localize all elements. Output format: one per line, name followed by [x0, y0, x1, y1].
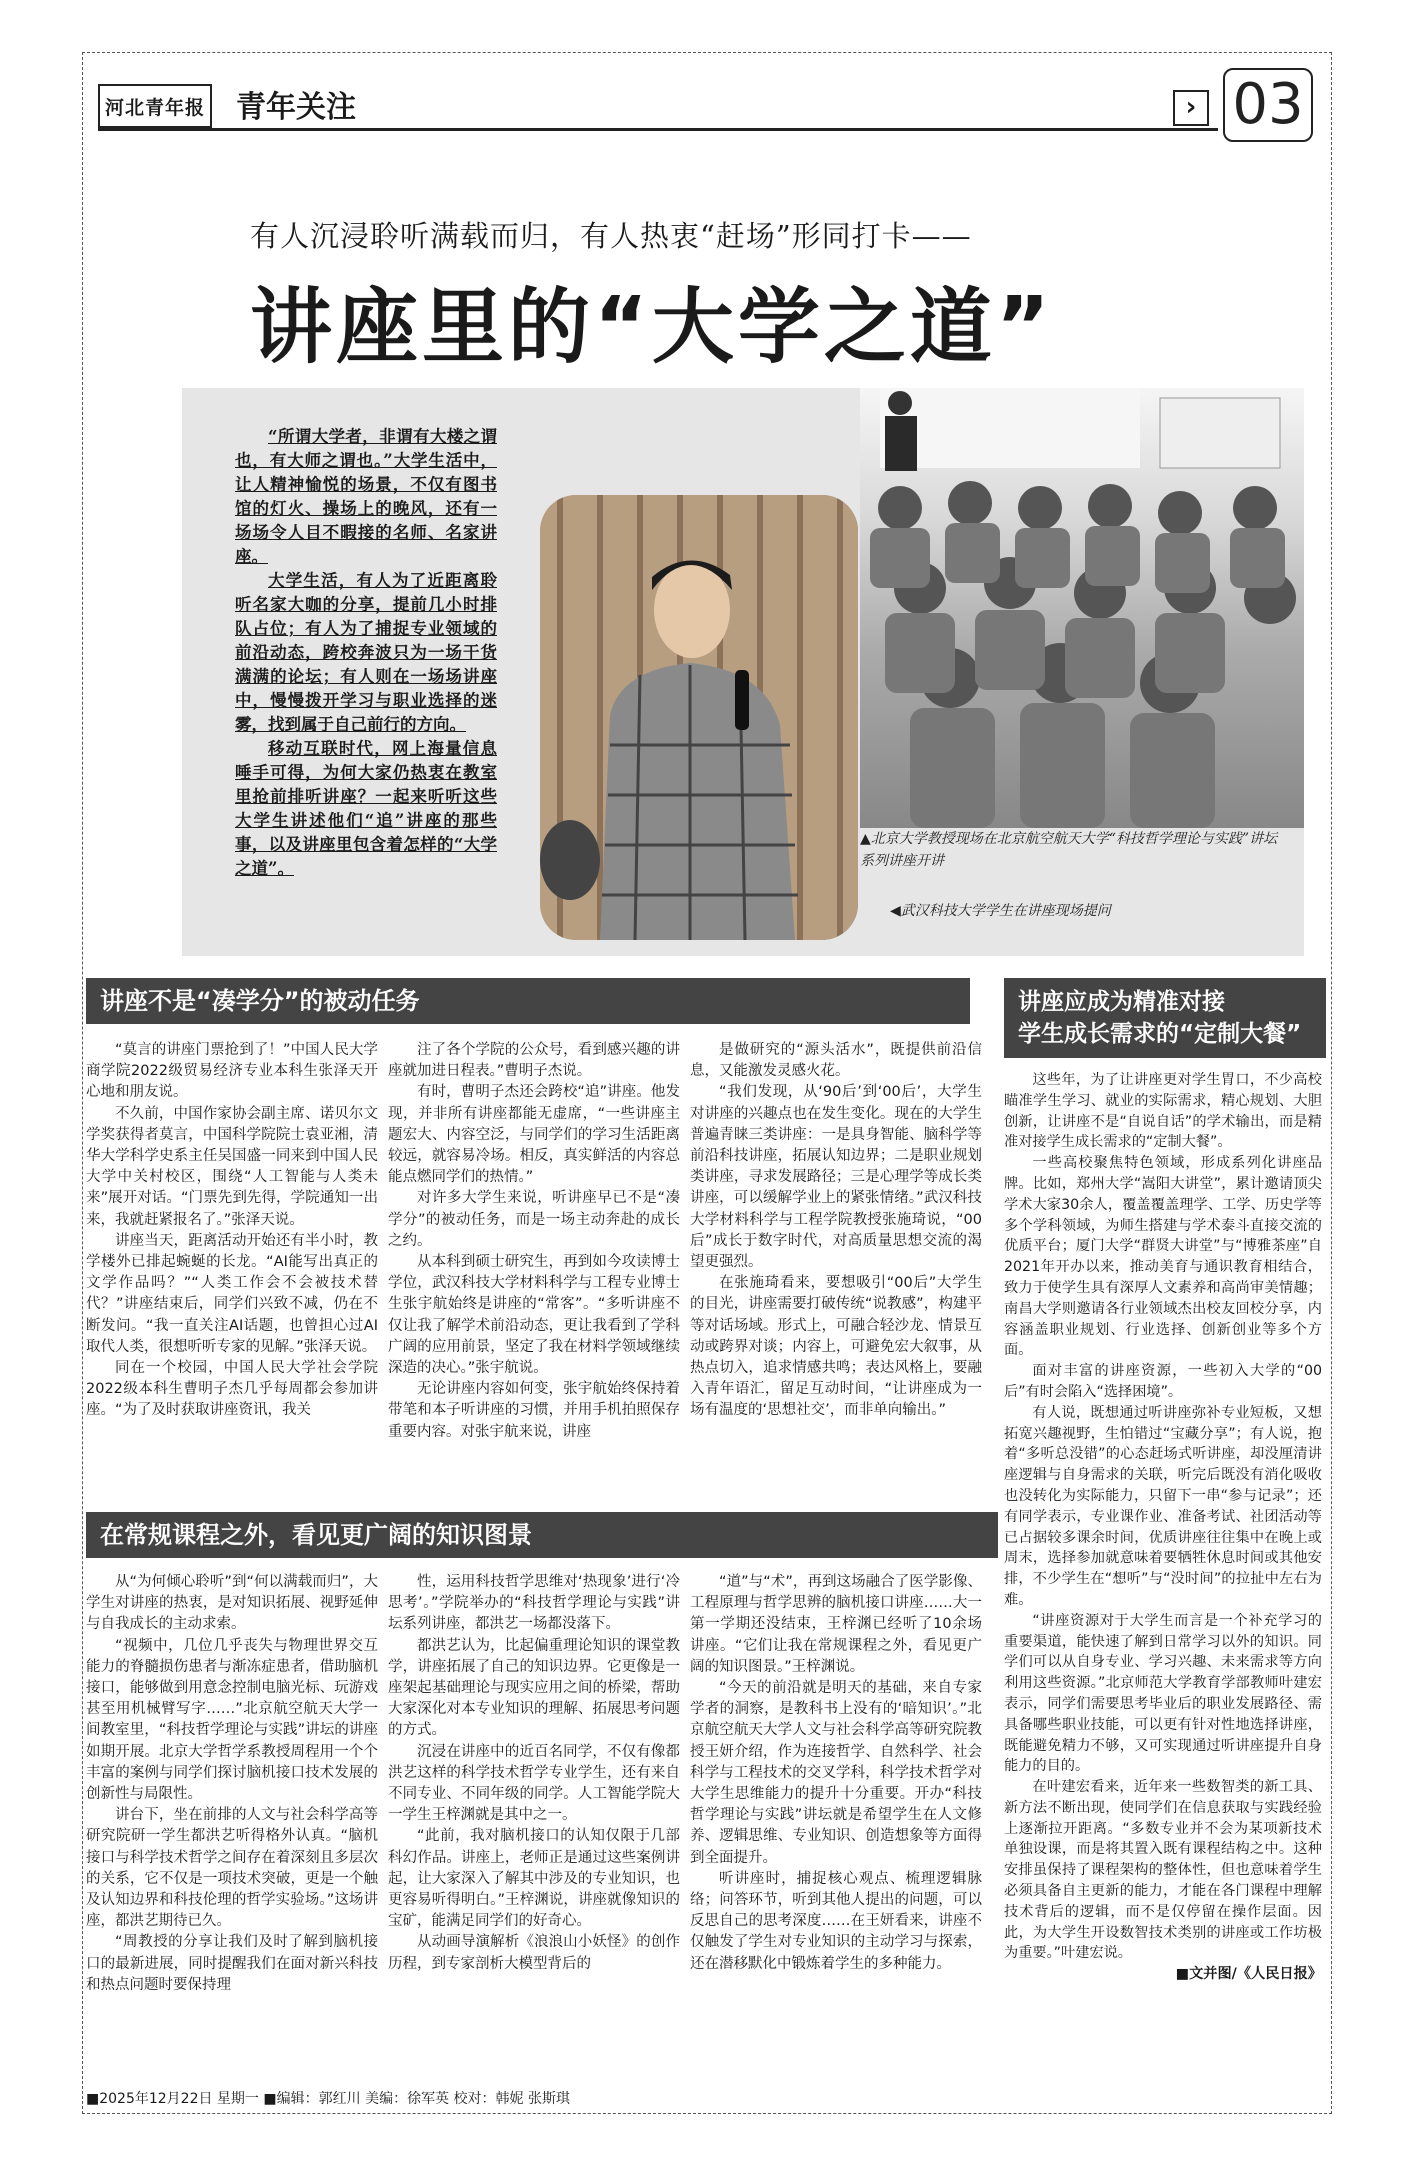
section-name: 青年关注: [236, 90, 356, 125]
section-1-title: 讲座不是“凑学分”的被动任务: [86, 978, 970, 1024]
masthead: [98, 72, 1308, 137]
lead-paragraph: “所谓大学者，非谓有大楼之谓也，有大师之谓也。”大学生活中，让人精神愉悦的场景，不仅有图书馆的灯火、操场上的晚风，还有一场场令人目不暇接的名师、名家讲座。: [235, 427, 497, 566]
article-credit: ■文并图/《人民日报》: [1175, 1966, 1322, 1983]
section-1-col-2: 注了各个学院的公众号，看到感兴趣的讲座就加进日程表。”曹明子杰说。 有时，曹明子杰还会跨校“追”讲座。他发现，并非所有讲座都能无虚席，“一些讲座主题宏大、内容空泛，与同学们的学习生活距离较远，就容易冷场。相反，真实鲜活的内容总能点燃同学们的热情。” 对许多大学生来说，听讲座早已不是“凑学分”的被动任务，而是一场主动奔赴的成长之约。 从本科到硕士研究生，再到如今攻读博士学位，武汉科技大学材料科学与工程专业博士生张宇航始终是讲座的“常客”。“多听讲座不仅让我了解学术前沿动态，更让我看到了学科广阔的应用前景，坚定了我在材料学领域继续深造的决心。”张宇航说。 无论讲座内容如何变，张宇航始终保持着带笔和本子听讲座的习惯，并用手机拍照保存重要内容。对张宇航来说，讲座: [388, 1042, 680, 1440]
section-3-col: 这些年，为了让讲座更对学生胃口，不少高校瞄准学生学习、就业的实际需求，精心规划、大胆创新，让讲座不是“自说自话”的学术输出，而是精准对接学生成长需求的“定制大餐”。 一些高校聚焦特色领域，形成系列化讲座品牌。比如，郑州大学“嵩阳大讲堂”，累计邀请顶尖学术大家30余人，覆盖覆盖理学、工学、历史学等多个学科领域，为师生搭建与学术泰斗直接交流的优质平台；厦门大学“群贤大讲堂”与“博雅茶座”自2021年开办以来，推动美育与通识教育相结合，致力于使学生具有深厚人文素养和高尚审美情趣；南昌大学则邀请各行业领域杰出校友回校分享，内容涵盖职业规划、行业选择、创新创业等多个方面。 面对丰富的讲座资源，一些初入大学的“00后”有时会陷入“选择困境”。 有人说，既想通过听讲座弥补专业短板，又想拓宽兴趣视野，生怕错过“宝藏分享”；有人说，抱着“多听总没错”的心态赶场式听讲座，却没厘清讲座逻辑与自身需求的关联，听完后既没有消化吸收也没转化为实际能力，只留下一串“参与记录”；还有同学表示，专业课作业、准备考试、社团活动等已占据较多课余时间，优质讲座往往集中在晚上或周末，选择参加就意味着要牺牲休息时间或其他安排，不少学生在“想听”与“没时间”的拉扯中左右为难。 “讲座资源对于大学生而言是一个补充学习的重要渠道，能快速了解到日常学习以外的知识。同学们可以从自身专业、学习兴趣、未来需求等方向利用这些资源。”北京师范大学教育学部教师叶建宏表示，同学们需要思考毕业后的职业发展路径、需具备哪些职业技能，可以更有针对性地选择讲座，既能避免精力不够，又可实现通过听讲座提升自身能力的目的。 在叶建宏看来，近年来一些数智类的新工具、新方法不断出现，使同学们在信息获取与实践经验上逐渐拉开距离。“多数专业并不会为某项新技术单独设课，而是将其置入既有课程结构之中。这种安排虽保持了课程架构的整体性，但也意味着学生必须具备自主更新的能力，才能在各门课程中理解技术背后的逻辑，而不是仅停留在操作层面。因此，为大学生开设数智技术类别的讲座或工作坊极为重要。”叶建宏说。 ■文并图/《人民日报》: [1004, 1070, 1322, 1985]
photo-b-caption: ◀武汉科技大学学生在讲座现场提问: [890, 903, 1111, 919]
headline: 讲座里的“大学之道”: [250, 280, 1054, 375]
page-footer: ■2025年12月22日 星期一 ■编辑：郭红川 美编：徐军英 校对：韩妮 张斯琪: [86, 2091, 570, 2107]
lead-paragraph: 移动互联时代，网上海量信息唾手可得，为何大家仍热衷在教室里抢前排听讲座？一起来听听这些大学生讲述他们“追”讲座的那些事，以及讲座里包含着怎样的“大学之道”。: [235, 739, 497, 878]
student-question-photo: [540, 495, 858, 940]
newspaper-logo: 河北青年报: [98, 84, 212, 128]
masthead-rule: [98, 128, 1218, 131]
section-2-col-1: 从“为何倾心聆听”到“何以满载而归”，大学生对讲座的热衷，是对知识拓展、视野延伸与自我成长的主动求索。 “视频中，几位几乎丧失与物理世界交互能力的脊髓损伤患者与渐冻症患者，借助脑机接口，能够做到用意念控制电脑光标、玩游戏甚至用机械臂写字……”北京航空航天大学一间教室里，“科技哲学理论与实践”讲坛的讲座如期开展。北京大学哲学系教授周程用一个个丰富的案例与同学们探讨脑机接口技术发展的创新性与局限性。 讲台下，坐在前排的人文与社会科学高等研究院研一学生都洪艺听得格外认真。“脑机接口与科学技术哲学之间存在着深刻且多层次的关系，它不仅是一项技术突破，更是一个触及认知边界和科技伦理的哲学实验场。”这场讲座，都洪艺期待已久。 “周教授的分享让我们及时了解到脑机接口的最新进展，同时提醒我们在面对新兴科技和热点问题时要保持理: [86, 1574, 378, 1993]
lead-paragraph: 大学生活，有人为了近距离聆听名家大咖的分享，提前几小时排队占位；有人为了捕捉专业领域的前沿动态，跨校奔波只为一场干货满满的论坛；有人则在一场场讲座中，慢慢拨开学习与职业选择的迷雾，找到属于自己前行的方向。: [235, 571, 497, 734]
chevron-right-icon: ›: [1173, 90, 1209, 126]
section-2-title: 在常规课程之外，看见更广阔的知识图景: [86, 1512, 998, 1558]
section-2-col-3: “道”与“术”，再到这场融合了医学影像、工程原理与哲学思辨的脑机接口讲座……大一第一学期还没结束，王梓渊已经听了10余场讲座。“它们让我在常规课程之外，看见更广阔的知识图景。”王梓渊说。 “今天的前沿就是明天的基础，来自专家学者的洞察，是教科书上没有的‘暗知识’。”北京航空航天大学人文与社会科学高等研究院教授王妍介绍，作为连接哲学、自然科学、社会科学与工程技术的交叉学科，科学技术哲学对大学生思维能力的提升十分重要。开办“科技哲学理论与实践”讲坛就是希望学生在人文修养、逻辑思维、专业知识、创造想象等方面得到全面提升。 听讲座时，捕捉核心观点、梳理逻辑脉络；问答环节，听到其他人提出的问题，可以反思自己的思考深度……在王妍看来，讲座不仅触发了学生对专业知识的主动学习与探索，还在潜移默化中锻炼着学生的多种能力。: [690, 1574, 982, 1972]
section-1-col-3: 是做研究的“源头活水”，既提供前沿信息，又能激发灵感火花。 “我们发现，从‘90后’到‘00后’，大学生对讲座的兴趣点也在发生变化。现在的大学生普遍青睐三类讲座：一是具身智能、脑科学等前沿科技讲座，拓展认知边界；二是职业规划类讲座，寻求发展路径；三是心理学等成长类讲座，可以缓解学业上的紧张情绪。”武汉科技大学材料科学与工程学院教授张施琦说，“00后”成长于数字时代，对高质量思想交流的渴望更强烈。 在张施琦看来，要想吸引“00后”大学生的目光，讲座需要打破传统“说教感”，构建平等对话场域。形式上，可融合轻沙龙、情景互动或跨界对谈；内容上，可避免宏大叙事，从热点切入，追求情感共鸣；表达风格上，要融入青年语汇，留足互动时间，“让讲座成为一场有温度的‘思想社交’，而非单向输出。”: [690, 1042, 982, 1419]
student-illustration: [540, 495, 858, 940]
kicker: 有人沉浸聆听满载而归，有人热衷“赶场”形同打卡——: [250, 219, 972, 253]
lead-text: [235, 425, 497, 881]
photo-a-caption: ▲北京大学教授现场在北京航空航天大学“科技哲学理论与实践”讲坛系列讲座开讲: [860, 831, 1278, 869]
section-2-col-2: 性，运用科技哲学思维对‘热现象’进行‘冷思考’。”学院举办的“科技哲学理论与实践”讲坛系列讲座，都洪艺一场都没落下。 都洪艺认为，比起偏重理论知识的课堂教学，讲座拓展了自己的知识边界。它更像是一座架起基础理论与现实应用之间的桥梁，帮助大家深化对本专业知识的理解、拓展思考问题的方式。 沉浸在讲座中的近百名同学，不仅有像都洪艺这样的科学技术哲学专业学生，还有来自不同专业、不同年级的同学。人工智能学院大一学生王梓渊就是其中之一。 “此前，我对脑机接口的认知仅限于几部科幻作品。讲座上，老师正是通过这些案例讲起，让大家深入了解其中涉及的专业知识，也更容易听得明白。”王梓渊说，讲座就像知识的宝矿，能满足同学们的好奇心。 从动画导演解析《浪浪山小妖怪》的创作历程，到专家剖析大模型背后的: [388, 1574, 680, 1972]
section-1-col-1: “莫言的讲座门票抢到了！”中国人民大学商学院2022级贸易经济专业本科生张泽天开心地和朋友说。 不久前，中国作家协会副主席、诺贝尔文学奖获得者莫言，中国科学院院士袁亚湘，清华大学科学史系主任吴国盛一同来到中国人民大学中关村校区，围绕“人工智能与人类未来”展开对话。“门票先到先得，学院通知一出来，我就赶紧报名了。”张泽天说。 讲座当天，距离活动开始还有半小时，教学楼外已排起蜿蜒的长龙。“AI能写出真正的文学作品吗？”“人类工作会不会被技术替代？”讲座结束后，同学们兴致不减，仍在不断发问。“我一直关注AI话题，也曾担心过AI取代人类，很想听听专家的见解。”张泽天说。 同在一个校园，中国人民大学社会学院2022级本科生曹明子杰几乎每周都会参加讲座。“为了及时获取讲座资讯，我关: [86, 1042, 378, 1419]
lecture-hall-photo: [860, 388, 1304, 828]
lecture-hall-illustration: [860, 388, 1304, 828]
section-3-title: 讲座应成为精准对接 学生成长需求的“定制大餐”: [1004, 978, 1326, 1058]
page-number: 03: [1223, 68, 1313, 142]
